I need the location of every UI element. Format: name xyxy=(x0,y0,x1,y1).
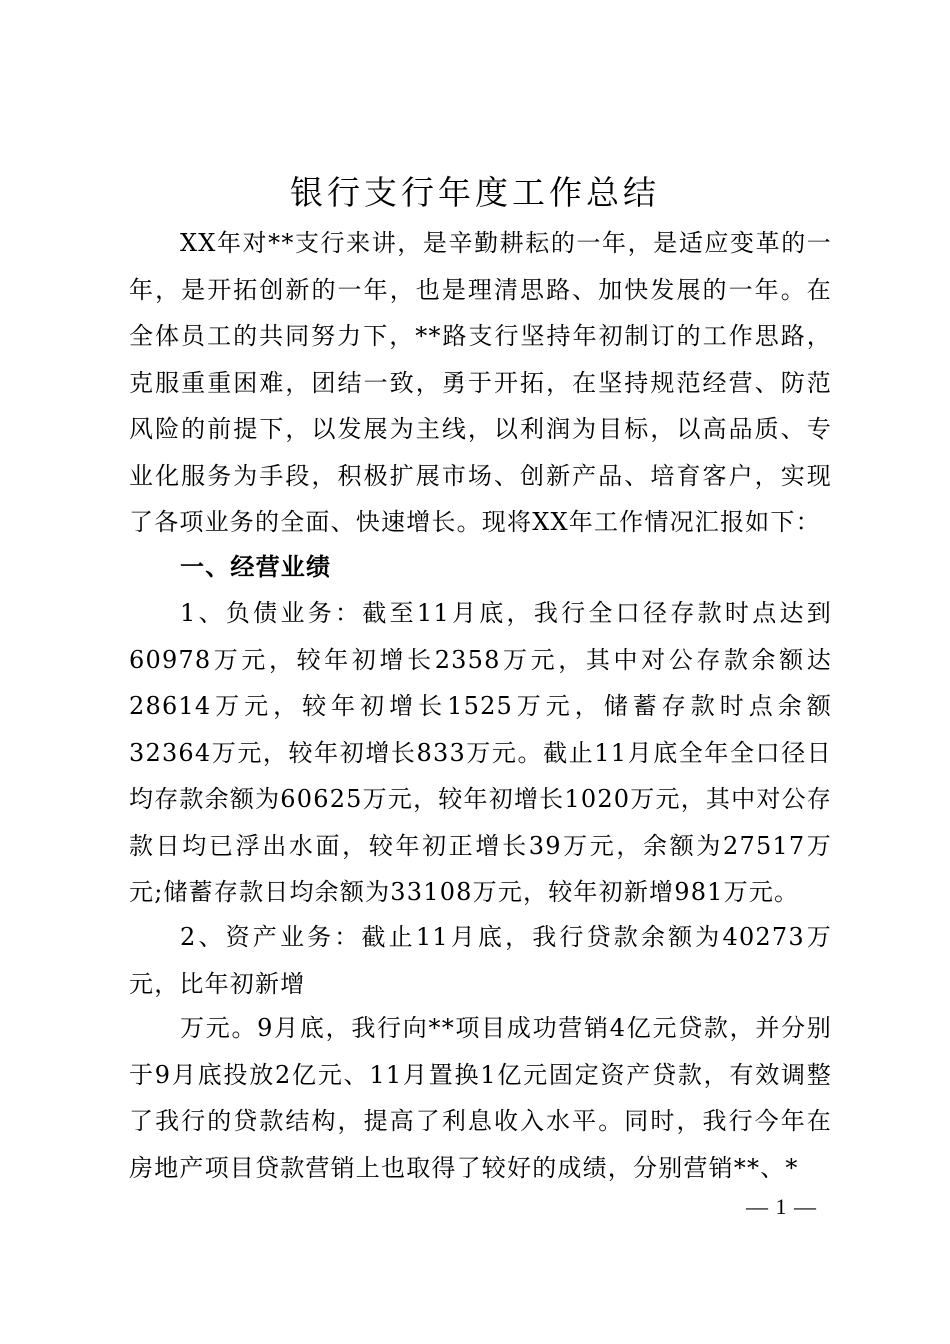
assets-paragraph: 2、资产业务：截止11月底，我行贷款余额为40273万元，比年初新增 xyxy=(129,923,832,998)
intro-paragraph: XX年对**支行来讲，是辛勤耕耘的一年，是适应变革的一年，是开拓创新的一年，也是理清思路、加快发展的一年。在全体员工的共同努力下，**路支行坚持年初制订的工作思路，克服重重困难，团结一致，勇于开拓，在坚持规范经营、防范风险的前提下，以发展为主线，以利润为目标，以高品质、专业化服务为手段，积极扩展市场、创新产品、培育客户，实现了各项业务的全面、快速增长。现将XX年工作情况汇报如下： xyxy=(129,229,832,536)
page-number: — 1 — xyxy=(746,1194,817,1219)
document-title: 银行支行年度工作总结 xyxy=(290,173,660,212)
assets-continued-paragraph: 万元。9月底，我行向**项目成功营销4亿元贷款，并分别于9月底投放2亿元、11月置换1亿元固定资产贷款，有效调整了我行的贷款结构，提高了利息收入水平。同时，我行今年在房地产项目贷款营销上也取得了较好的成绩，分别营销**、* xyxy=(129,1014,832,1182)
liabilities-paragraph: 1、负债业务：截至11月底，我行全口径存款时点达到60978万元，较年初增长2358万元，其中对公存款余额达28614万元，较年初增长1525万元，储蓄存款时点余额32364万元，较年初增长833万元。截止11月底全年全口径日均存款余额为60625万元，较年初增长1020万元，其中对公存款日均已浮出水面，较年初正增长39万元，余额为27517万元;储蓄存款日均余额为33108万元，较年初新增981万元。 xyxy=(129,599,832,906)
section-heading: 一、经营业绩 xyxy=(180,553,332,581)
